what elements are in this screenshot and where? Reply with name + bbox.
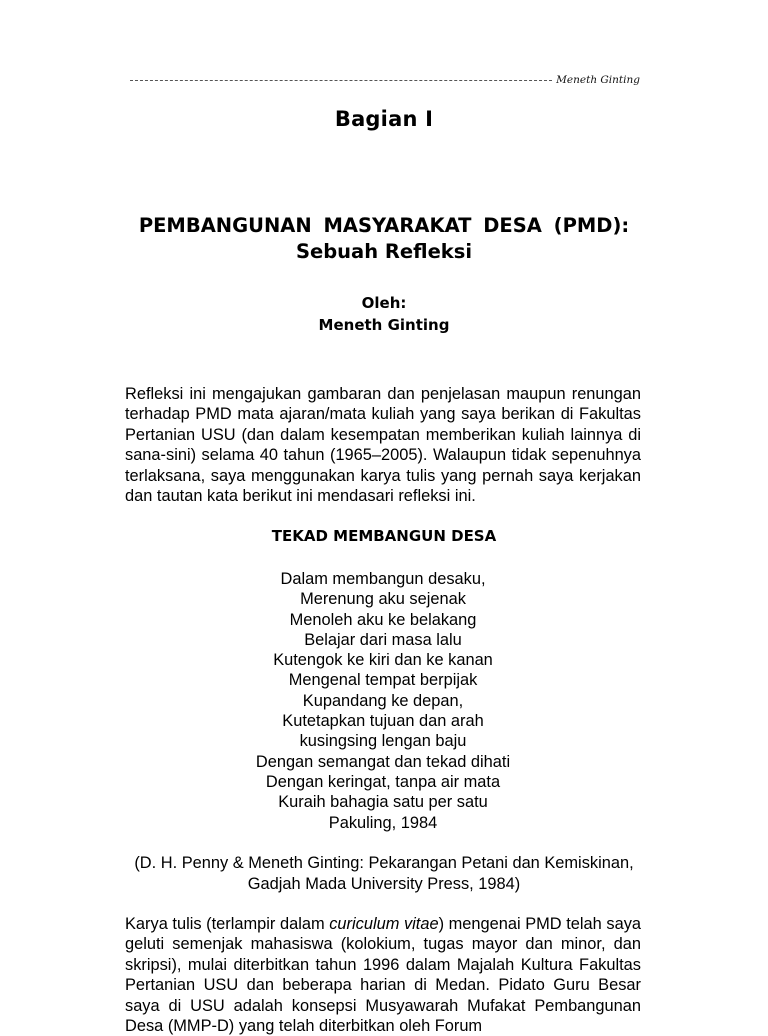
poem-line: Merenung aku sejenak bbox=[300, 590, 466, 609]
poem-signature: Pakuling, 1984 bbox=[328, 813, 438, 832]
byline-label: Oleh: bbox=[361, 294, 407, 312]
poem-line: Mengenal tempat berpijak bbox=[288, 671, 478, 690]
intro-paragraph: Refleksi ini mengajukan gambaran dan penjelasan maupun renungan terhadap PMD mata ajaran/mata kuliah yang saya berikan di Fakultas Pertanian USU (dan dalam kesempatan memberikan kuliah lainnya di sana-sini) selama 40 tahun (1965–2005). Walaupun tidak sepenuhnya terlaksana, saya menggunakan karya tulis yang pernah saya kerjakan dan tautan kata berikut ini mendasari refleksi ini. bbox=[125, 385, 641, 506]
body-paragraph bbox=[125, 914, 641, 1036]
poem-heading: TEKAD MEMBANGUN DESA bbox=[271, 527, 497, 545]
poem-line: Kupandang ke depan, bbox=[302, 691, 464, 710]
citation-line2: Gadjah Mada University Press, 1984) bbox=[247, 874, 521, 893]
chapter-title-line1: PEMBANGUNAN MASYARAKAT DESA (PMD): bbox=[138, 214, 630, 237]
poem-line: Dengan keringat, tanpa air mata bbox=[265, 772, 501, 791]
poem-line: Kuraih bahagia satu per satu bbox=[278, 793, 488, 812]
poem bbox=[125, 569, 641, 833]
running-header bbox=[130, 74, 640, 86]
poem-line: Kutetapkan tujuan dan arah bbox=[282, 712, 484, 731]
body-text-start: Karya tulis (terlampir dalam bbox=[125, 915, 330, 933]
italic-term: curiculum vitae bbox=[329, 915, 439, 933]
byline bbox=[0, 292, 768, 336]
poem-line: Kutengok ke kiri dan ke kanan bbox=[273, 651, 493, 670]
poem-line: Menoleh aku ke belakang bbox=[289, 610, 477, 629]
poem-citation bbox=[110, 853, 658, 894]
body-text-rest: ) mengenai PMD telah saya geluti semenjak mahasiswa (kolokium, tugas mayor dan minor, dan skripsi), mulai diterbitkan tahun 1996 dalam Majalah Kultura Fakultas Pertanian USU dan beberapa harian di Medan. Pidato Guru Besar saya di USU adalah konsepsi Musyawarah Mufakat Pembangunan Desa (MMP-D) yang telah diterbitkan oleh Forum bbox=[125, 915, 642, 1036]
header-dashed-rule bbox=[130, 80, 552, 81]
chapter-subtitle: Sebuah Refleksi bbox=[295, 240, 473, 263]
header-author: Meneth Ginting bbox=[556, 74, 640, 86]
poem-line: Belajar dari masa lalu bbox=[304, 630, 462, 649]
byline-author: Meneth Ginting bbox=[318, 316, 450, 334]
poem-line: kusingsing lengan baju bbox=[299, 732, 467, 751]
chapter-title bbox=[110, 213, 658, 265]
part-title: Bagian I bbox=[334, 107, 434, 131]
poem-line: Dalam membangun desaku, bbox=[280, 570, 486, 588]
citation-line1: (D. H. Penny & Meneth Ginting: Pekarangan Petani dan Kemiskinan, bbox=[134, 854, 634, 872]
poem-line: Dengan semangat dan tekad dihati bbox=[255, 752, 511, 771]
